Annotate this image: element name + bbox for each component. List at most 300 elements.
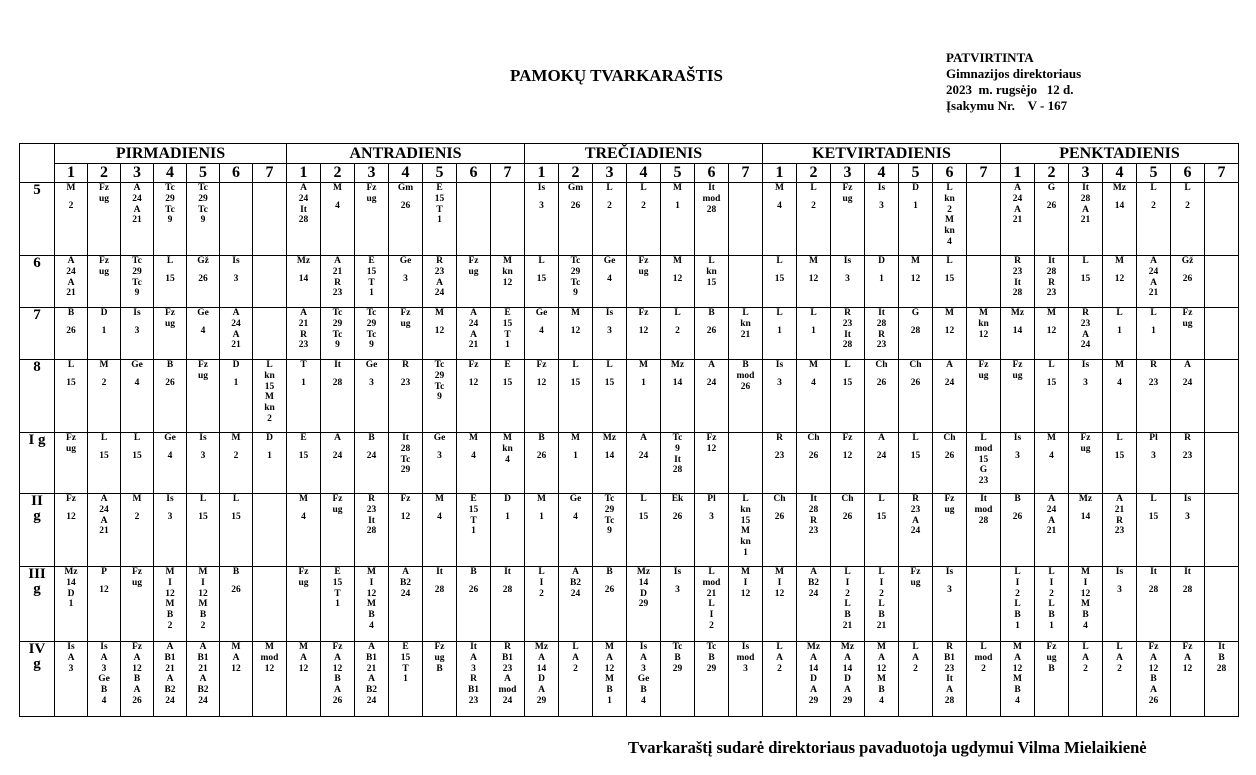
lesson-text: 21 (198, 663, 208, 674)
lesson-text: M (165, 567, 175, 577)
lesson-text: 12 (536, 377, 547, 388)
lesson-text: kn (944, 226, 955, 237)
lesson-text: 26 (66, 325, 76, 336)
lesson-text (88, 319, 120, 326)
lesson-text: L (878, 599, 885, 610)
lesson-text: Ge (164, 433, 176, 443)
lesson-text: 28 (876, 318, 887, 329)
lesson-text: D (844, 674, 851, 685)
period-number: 4 (627, 164, 661, 183)
lesson-text: 24 (99, 504, 109, 515)
lesson-cell (865, 308, 899, 360)
period-number: 6 (933, 164, 967, 183)
lesson-text (831, 267, 864, 274)
lesson-cell (457, 360, 491, 433)
lesson-text: 23 (468, 695, 479, 706)
lesson-text: L (166, 256, 174, 266)
lesson-text: Is (741, 642, 750, 652)
lesson-text: 12 (740, 588, 751, 599)
lesson-text: 1 (369, 288, 374, 299)
lesson-cell (187, 642, 220, 717)
lesson-cell (627, 642, 661, 717)
lesson-text: kn (740, 318, 751, 329)
lesson-text: T (334, 588, 341, 599)
lesson-text: B (166, 360, 174, 370)
lesson-text: 4 (1015, 695, 1020, 706)
lesson-cell (763, 433, 797, 494)
lesson-text: M (1013, 674, 1022, 685)
lesson-cell (1171, 433, 1205, 494)
lesson-text: Fz (638, 308, 649, 318)
lesson-text: R (368, 494, 375, 504)
period-number: 7 (967, 164, 1001, 183)
approval-line-1: PATVIRTINTA (946, 50, 1034, 65)
lesson-text: R (1150, 360, 1157, 370)
lesson-cell (1001, 360, 1035, 433)
lesson-text: 3 (641, 663, 646, 674)
lesson-text: M (809, 256, 818, 266)
lesson-text: Fz (298, 567, 309, 577)
lesson-text: A (1082, 204, 1089, 215)
period-number: 7 (491, 164, 525, 183)
lesson-text (865, 267, 898, 274)
lesson-text: ug (131, 577, 143, 588)
lesson-text: Fz (197, 360, 209, 370)
lesson-cell (389, 567, 423, 642)
lesson-text: L (1150, 494, 1157, 504)
lesson-text: Mz (534, 642, 549, 652)
lesson-text: 3 (1083, 377, 1088, 388)
lesson-cell (661, 494, 695, 567)
approval-line-2: Gimnazijos direktoriaus (946, 66, 1082, 81)
lesson-text: 2 (709, 620, 714, 631)
lesson-text: 21 (231, 340, 241, 351)
lesson-text (627, 444, 660, 451)
lesson-text: 28 (400, 443, 411, 454)
lesson-cell (423, 183, 457, 256)
lesson-text: 1 (403, 674, 408, 685)
period-number: 3 (593, 164, 627, 183)
lesson-cell (154, 567, 187, 642)
lesson-text: 23 (842, 318, 853, 329)
lesson-cell (559, 642, 593, 717)
lesson-text: 3 (437, 450, 442, 461)
lesson-text: Tc (366, 308, 377, 318)
lesson-text: 12 (1046, 325, 1057, 336)
lesson-text: B (1048, 610, 1055, 621)
lesson-text: ug (910, 577, 921, 588)
lesson-text: 28 (1012, 288, 1023, 299)
lesson-cell (695, 433, 729, 494)
lesson-text: Fz (332, 494, 343, 504)
lesson-text: Ge (399, 256, 412, 266)
lesson-text: 15 (264, 381, 275, 392)
lesson-cell (1103, 308, 1137, 360)
lesson-cell (88, 183, 121, 256)
lesson-text: M (1115, 360, 1124, 370)
lesson-text: 24 (1148, 266, 1159, 277)
lesson-text: 21 (1046, 526, 1057, 537)
lesson-text: 12 (604, 663, 615, 674)
lesson-text: 24 (570, 588, 581, 599)
lesson-text (187, 267, 219, 274)
lesson-cell (355, 360, 389, 433)
lesson-text: Tc (165, 204, 175, 215)
lesson-text: 12 (502, 277, 513, 288)
lesson-text (423, 319, 456, 326)
lesson-text: Fz (1046, 642, 1057, 652)
lesson-cell (1205, 433, 1239, 494)
lesson-cell (763, 360, 797, 433)
lesson-text: 12 (366, 588, 377, 599)
lesson-text: Mz (840, 642, 855, 652)
lesson-text: 26 (332, 695, 343, 706)
lesson-text (187, 319, 219, 326)
lesson-text: M (1081, 599, 1090, 610)
lesson-cell (287, 308, 321, 360)
lesson-cell (525, 433, 559, 494)
lesson-cell (559, 567, 593, 642)
lesson-text: L (1014, 599, 1021, 610)
lesson-cell (121, 256, 154, 308)
lesson-text: L (572, 642, 579, 652)
lesson-cell (865, 494, 899, 567)
period-number: 1 (763, 164, 797, 183)
lesson-text: R (844, 308, 851, 318)
lesson-text: Ge (535, 308, 548, 318)
lesson-text: M (198, 567, 208, 577)
lesson-text: 24 (1080, 340, 1091, 351)
lesson-cell (389, 433, 423, 494)
lesson-text: mod (736, 370, 755, 381)
lesson-text: M (198, 599, 208, 610)
lesson-text (1137, 371, 1170, 378)
lesson-text: Fz (400, 494, 411, 504)
lesson-cell (1069, 256, 1103, 308)
lesson-text (1137, 505, 1170, 512)
lesson-text (627, 505, 660, 512)
lesson-cell (967, 308, 1001, 360)
lesson-text: 9 (134, 288, 140, 299)
lesson-cell (187, 183, 220, 256)
lesson-cell (1171, 642, 1205, 717)
lesson-text: Fz (98, 183, 110, 193)
lesson-text: 3 (134, 325, 140, 336)
lesson-text: B (100, 685, 108, 696)
lesson-cell (729, 433, 763, 494)
lesson-text (525, 444, 558, 451)
lesson-text (154, 444, 186, 451)
lesson-text: L (100, 433, 108, 443)
lesson-text: 24 (366, 695, 377, 706)
lesson-text: 4 (879, 695, 884, 706)
lesson-cell (355, 308, 389, 360)
lesson-text (1069, 505, 1102, 512)
lesson-text (627, 194, 660, 201)
lesson-cell (695, 360, 729, 433)
lesson-text: 14 (604, 450, 615, 461)
lesson-text: 12 (1080, 588, 1091, 599)
lesson-text: L (708, 567, 715, 577)
lesson-text (389, 194, 422, 201)
lesson-text (559, 371, 592, 378)
lesson-cell (253, 360, 287, 433)
lesson-text: R (946, 642, 953, 652)
lesson-text: L (810, 308, 817, 318)
lesson-cell (695, 567, 729, 642)
lesson-text: Is (1183, 494, 1192, 504)
lesson-text (1035, 444, 1068, 451)
lesson-text (865, 371, 898, 378)
lesson-text (154, 505, 186, 512)
lesson-text: B (368, 610, 375, 621)
lesson-cell (1069, 494, 1103, 567)
lesson-text: 4 (1049, 450, 1054, 461)
lesson-text: 26 (774, 511, 785, 522)
lesson-text: 2 (947, 204, 952, 215)
lesson-cell (661, 642, 695, 717)
lesson-text: ug (1182, 318, 1193, 329)
lesson-text: T (470, 515, 477, 526)
lesson-text: kn (502, 266, 513, 277)
lesson-text: 21 (66, 288, 76, 299)
lesson-cell (1035, 494, 1069, 567)
lesson-text: Ch (943, 433, 956, 443)
lesson-cell (491, 433, 525, 494)
lesson-text (321, 371, 354, 378)
lesson-cell (321, 256, 355, 308)
lesson-text: Is (673, 567, 682, 577)
lesson-text (1035, 319, 1068, 326)
lesson-cell (729, 308, 763, 360)
lesson-cell (1205, 494, 1239, 567)
lesson-cell (831, 642, 865, 717)
lesson-text: 29 (198, 193, 208, 204)
lesson-cell (423, 308, 457, 360)
lesson-text (423, 578, 456, 585)
lesson-text (797, 267, 830, 274)
lesson-text: It (368, 515, 375, 526)
lesson-text: R (776, 433, 783, 443)
lesson-cell (967, 567, 1001, 642)
lesson-text: T (402, 663, 409, 674)
lesson-cell (423, 256, 457, 308)
lesson-text: D (266, 433, 273, 443)
lesson-text (321, 194, 354, 201)
lesson-cell (899, 642, 933, 717)
lesson-cell (355, 642, 389, 717)
lesson-cell (593, 642, 627, 717)
lesson-text: A (1116, 652, 1123, 663)
lesson-text: Ge (637, 674, 650, 685)
lesson-cell (1001, 494, 1035, 567)
lesson-text: 26 (1148, 695, 1159, 706)
lesson-text: Ch (875, 360, 888, 370)
lesson-text: Fz (1012, 360, 1023, 370)
lesson-cell (1001, 256, 1035, 308)
lesson-text (1137, 578, 1170, 585)
lesson-text: It (1218, 642, 1225, 652)
lesson-text: B1 (467, 685, 480, 696)
lesson-text: I (1049, 577, 1054, 588)
lesson-text: 15 (400, 652, 411, 663)
lesson-text: 3 (947, 584, 952, 595)
lesson-text: A (300, 652, 307, 663)
lesson-text: B (1014, 685, 1021, 696)
lesson-text: R (300, 329, 307, 340)
lesson-cell (457, 642, 491, 717)
lesson-cell (627, 494, 661, 567)
lesson-text: ug (944, 504, 955, 515)
lesson-text: Tc (604, 494, 615, 504)
lesson-text: Gm (567, 183, 584, 193)
lesson-cell (154, 308, 187, 360)
lesson-text: 28 (502, 584, 513, 595)
lesson-text: L (776, 256, 783, 266)
period-number: 5 (899, 164, 933, 183)
lesson-text: 12 (876, 663, 887, 674)
lesson-text: Fz (842, 183, 853, 193)
lesson-text (1103, 578, 1136, 585)
lesson-cell (1001, 642, 1035, 717)
lesson-text: ug (197, 370, 209, 381)
lesson-text: M (775, 183, 784, 193)
lesson-text: L (640, 183, 647, 193)
lesson-text: M (99, 360, 109, 370)
lesson-text: A (1150, 685, 1157, 696)
lesson-text: 12 (570, 325, 581, 336)
lesson-text: A (334, 652, 341, 663)
lesson-text: L (810, 183, 817, 193)
lesson-cell (1001, 567, 1035, 642)
lesson-cell (797, 567, 831, 642)
lesson-cell (933, 360, 967, 433)
lesson-cell (355, 433, 389, 494)
lesson-text: 3 (233, 273, 239, 284)
lesson-text: L (1116, 433, 1123, 443)
lesson-cell (423, 567, 457, 642)
lesson-text: 15 (434, 193, 445, 204)
lesson-text (1137, 194, 1170, 201)
lesson-text: Fz (1080, 433, 1091, 443)
lesson-text: 28 (842, 340, 853, 351)
lesson-text: 15 (536, 273, 547, 284)
lesson-text: B (878, 610, 885, 621)
lesson-text: L (538, 256, 545, 266)
lesson-cell (899, 567, 933, 642)
lesson-text (287, 505, 320, 512)
lesson-text: 3 (879, 200, 884, 211)
lesson-text: B (166, 610, 174, 621)
lesson-text: mod (498, 685, 517, 696)
lesson-text: A (844, 652, 851, 663)
lesson-text: Gm (397, 183, 414, 193)
lesson-text: 2 (267, 413, 272, 424)
lesson-text: It (980, 494, 987, 504)
lesson-text: 1 (233, 377, 239, 388)
lesson-text (55, 194, 87, 201)
lesson-text: L (980, 433, 987, 443)
lesson-text: ug (1012, 370, 1023, 381)
lesson-text: 1 (101, 325, 107, 336)
lesson-text: B1 (943, 652, 956, 663)
lesson-text: Fz (164, 308, 176, 318)
class-row (20, 433, 1239, 494)
lesson-text: E (504, 308, 511, 318)
lesson-text: 3 (167, 511, 173, 522)
lesson-text: I (845, 577, 850, 588)
lesson-text: 28 (1216, 663, 1227, 674)
lesson-cell (797, 494, 831, 567)
lesson-text: 26 (536, 450, 547, 461)
lesson-text: Pl (707, 494, 716, 504)
lesson-text (627, 371, 660, 378)
lesson-text: R (912, 494, 919, 504)
lesson-text (559, 505, 592, 512)
lesson-text: L (742, 494, 749, 504)
lesson-text: 24 (502, 695, 513, 706)
lesson-text: M (1013, 642, 1022, 652)
lesson-text: 15 (944, 273, 955, 284)
lesson-text: 3 (101, 663, 107, 674)
lesson-text: ug (298, 577, 309, 588)
lesson-text: B2 (365, 685, 378, 696)
lesson-text (763, 194, 796, 201)
lesson-text: 21 (468, 340, 479, 351)
lesson-text: A (100, 494, 108, 504)
lesson-text: 1 (607, 695, 612, 706)
lesson-text (1137, 319, 1170, 326)
lesson-cell (729, 256, 763, 308)
lesson-text (1103, 444, 1136, 451)
lesson-text: L (708, 599, 715, 610)
lesson-text: kn (740, 504, 751, 515)
lesson-text: mod (702, 577, 721, 588)
lesson-text: Fz (1148, 642, 1159, 652)
lesson-text: B (436, 663, 443, 674)
lesson-text: 26 (570, 200, 581, 211)
lesson-text: 26 (132, 695, 142, 706)
lesson-cell (154, 433, 187, 494)
lesson-text: G (911, 308, 920, 318)
lesson-text: R (1082, 308, 1089, 318)
lesson-cell (525, 494, 559, 567)
lesson-text: B (674, 652, 681, 663)
lesson-text: M (673, 183, 682, 193)
lesson-text: 23 (1182, 450, 1193, 461)
lesson-text: 15 (165, 273, 175, 284)
lesson-text: L (674, 308, 681, 318)
lesson-text: Ch (807, 433, 820, 443)
lesson-text (695, 319, 728, 326)
lesson-text: 1 (539, 511, 544, 522)
lesson-text (1171, 267, 1204, 274)
lesson-cell (627, 183, 661, 256)
lesson-text (121, 505, 153, 512)
class-row (20, 567, 1239, 642)
lesson-cell (967, 256, 1001, 308)
lesson-text: 23 (1080, 318, 1091, 329)
lesson-text: L (1048, 360, 1055, 370)
lesson-cell (559, 256, 593, 308)
lesson-cell (88, 308, 121, 360)
lesson-text: It (674, 454, 681, 465)
lesson-text: kn (740, 537, 751, 548)
lesson-cell (933, 256, 967, 308)
lesson-text: 29 (570, 266, 581, 277)
lesson-text: 24 (165, 695, 175, 706)
lesson-cell (627, 567, 661, 642)
